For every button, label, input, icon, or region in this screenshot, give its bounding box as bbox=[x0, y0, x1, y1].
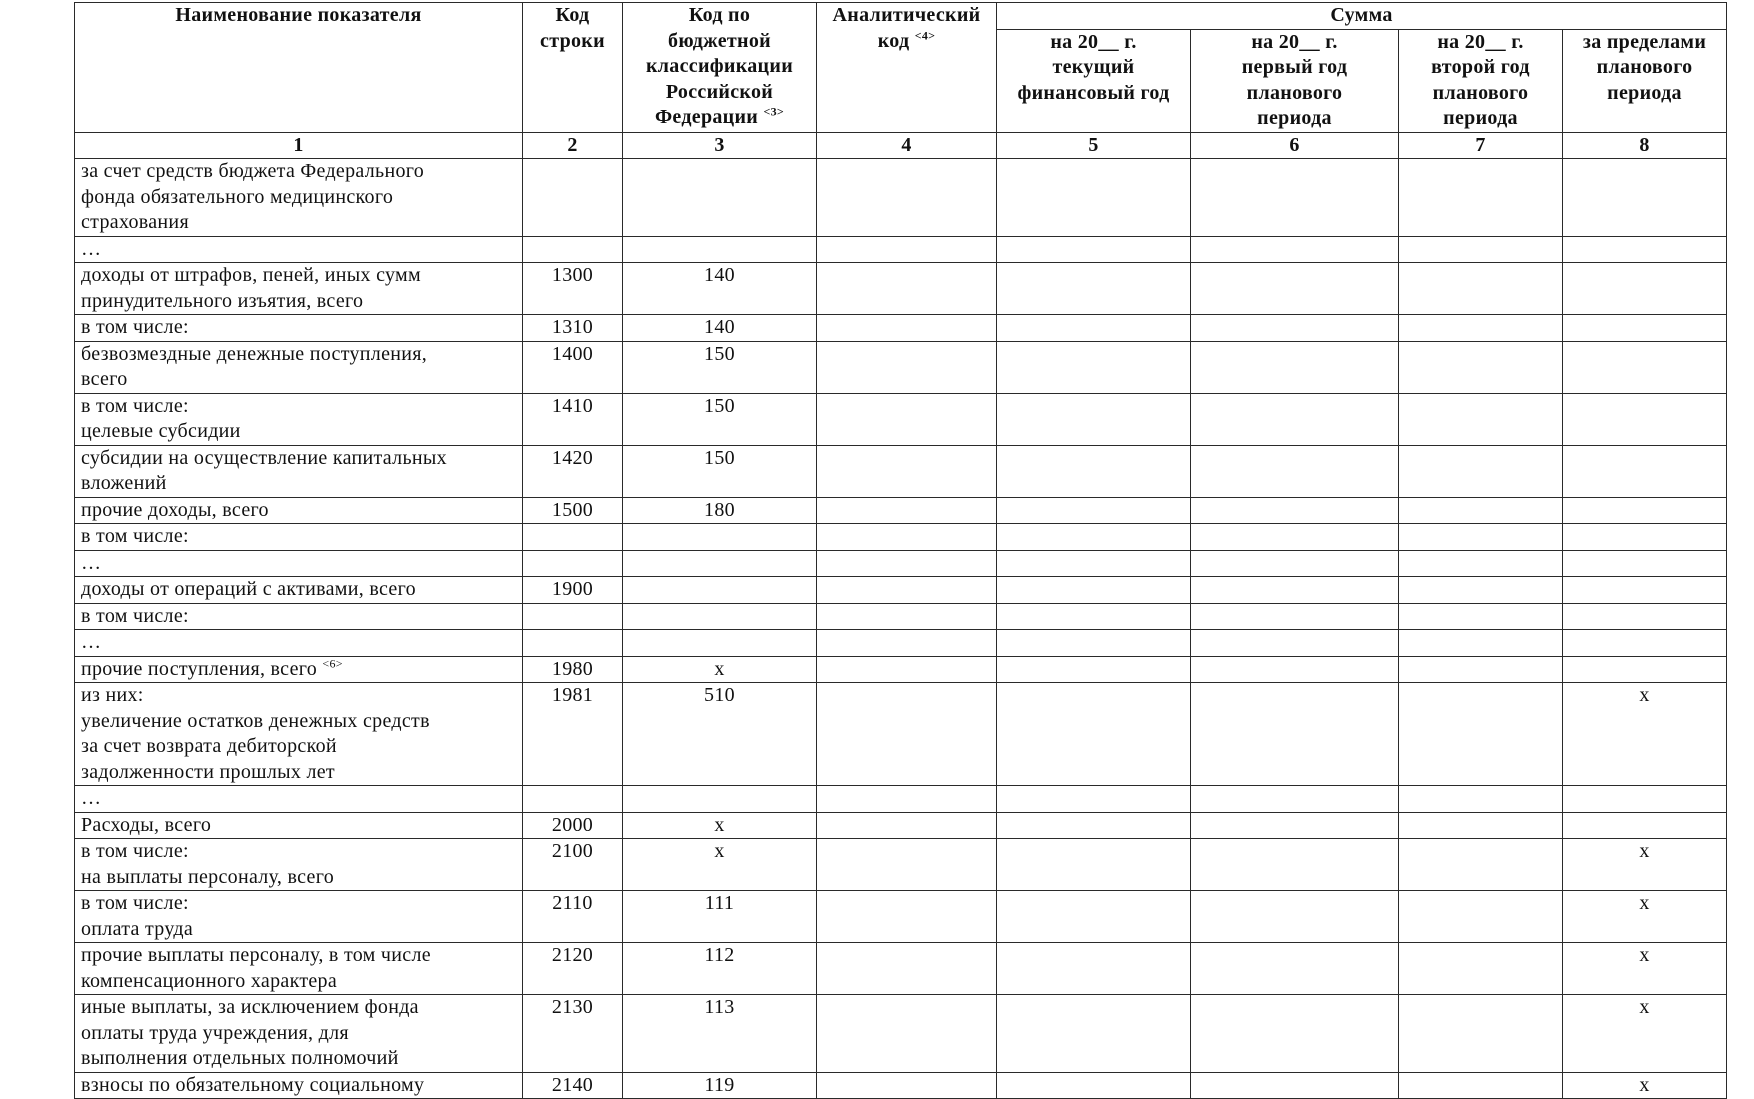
beyond-plan-period-cell bbox=[1563, 263, 1727, 315]
first-plan-year-cell bbox=[1191, 656, 1399, 683]
header-second-plan-year-text-3: планового bbox=[1432, 81, 1529, 104]
indicator-name-line: прочие поступления, всего bbox=[81, 657, 318, 680]
table-row bbox=[75, 315, 1727, 342]
first-plan-year-cell bbox=[1191, 683, 1399, 786]
budget-code-cell bbox=[623, 630, 817, 657]
indicator-name-line: … bbox=[81, 631, 102, 653]
indicator-name-line: в том числе: bbox=[81, 316, 189, 338]
current-year-cell bbox=[997, 603, 1191, 630]
current-year-cell bbox=[997, 315, 1191, 342]
line-code-cell: 1980 bbox=[523, 656, 623, 683]
first-plan-year-cell bbox=[1191, 524, 1399, 551]
current-year-cell bbox=[997, 683, 1191, 786]
table-row bbox=[75, 341, 1727, 393]
table-row bbox=[75, 550, 1727, 577]
indicator-name-line: доходы от штрафов, пеней, иных сумм bbox=[81, 264, 421, 286]
second-plan-year-cell bbox=[1399, 1072, 1563, 1099]
indicator-name-cell bbox=[75, 159, 523, 237]
table-row bbox=[75, 236, 1727, 263]
beyond-plan-period-cell bbox=[1563, 497, 1727, 524]
second-plan-year-cell bbox=[1399, 263, 1563, 315]
first-plan-year-cell bbox=[1191, 943, 1399, 995]
column-number-8: 8 bbox=[1563, 132, 1727, 159]
header-first-plan-year bbox=[1191, 29, 1399, 132]
indicator-name-line: оплаты труда учреждения, для bbox=[81, 1021, 349, 1044]
first-plan-year-cell bbox=[1191, 445, 1399, 497]
beyond-plan-period-cell: x bbox=[1563, 683, 1727, 786]
indicator-name-line: принудительного изъятия, всего bbox=[81, 289, 364, 312]
first-plan-year-cell bbox=[1191, 603, 1399, 630]
indicator-name-line: иные выплаты, за исключением фонда bbox=[81, 996, 419, 1018]
table-body bbox=[75, 159, 1727, 1099]
analytic-code-cell bbox=[817, 315, 997, 342]
indicator-name-line: в том числе: bbox=[81, 394, 189, 417]
table-row bbox=[75, 603, 1727, 630]
header-indicator-name bbox=[75, 3, 523, 133]
header-beyond-plan-period-text-3: периода bbox=[1607, 81, 1682, 104]
line-code-cell: 1981 bbox=[523, 683, 623, 786]
indicator-name-line: целевые субсидии bbox=[81, 420, 241, 442]
analytic-code-cell bbox=[817, 995, 997, 1073]
first-plan-year-cell bbox=[1191, 891, 1399, 943]
budget-code-cell: 180 bbox=[623, 497, 817, 524]
budget-code-cell: x bbox=[623, 812, 817, 839]
second-plan-year-cell bbox=[1399, 524, 1563, 551]
beyond-plan-period-cell bbox=[1563, 812, 1727, 839]
budget-code-cell: 112 bbox=[623, 943, 817, 995]
indicator-name-line: увеличение остатков денежных средств bbox=[81, 709, 430, 732]
header-second-plan-year-text-2: второй год bbox=[1431, 56, 1530, 78]
header-first-plan-year-text-4: периода bbox=[1257, 107, 1332, 129]
beyond-plan-period-cell bbox=[1563, 656, 1727, 683]
first-plan-year-cell bbox=[1191, 497, 1399, 524]
indicator-name-cell bbox=[75, 786, 523, 813]
indicator-name-cell bbox=[75, 341, 523, 393]
line-code-cell: 2000 bbox=[523, 812, 623, 839]
budget-code-cell: 140 bbox=[623, 263, 817, 315]
indicator-name-line: в том числе: bbox=[81, 892, 189, 914]
analytic-code-cell bbox=[817, 603, 997, 630]
first-plan-year-cell bbox=[1191, 995, 1399, 1073]
indicator-name-line: компенсационного характера bbox=[81, 969, 338, 992]
beyond-plan-period-cell: x bbox=[1563, 1072, 1727, 1099]
current-year-cell bbox=[997, 1072, 1191, 1099]
line-code-cell: 1900 bbox=[523, 577, 623, 604]
current-year-cell bbox=[997, 812, 1191, 839]
header-bk-text-3: классификации bbox=[645, 55, 794, 77]
column-number-6: 6 bbox=[1191, 132, 1399, 159]
beyond-plan-period-cell bbox=[1563, 236, 1727, 263]
budget-code-cell: 140 bbox=[623, 315, 817, 342]
column-number-2: 2 bbox=[523, 132, 623, 159]
indicator-name-line: Расходы, всего bbox=[81, 813, 212, 836]
second-plan-year-cell bbox=[1399, 236, 1563, 263]
analytic-code-cell bbox=[817, 159, 997, 237]
budget-code-cell bbox=[623, 236, 817, 263]
table-row bbox=[75, 943, 1727, 995]
indicator-name-line: в том числе: bbox=[81, 525, 189, 547]
table-row bbox=[75, 812, 1727, 839]
budget-code-cell: 150 bbox=[623, 341, 817, 393]
beyond-plan-period-cell bbox=[1563, 445, 1727, 497]
indicator-name-cell bbox=[75, 263, 523, 315]
current-year-cell bbox=[997, 393, 1191, 445]
line-code-cell: 1300 bbox=[523, 263, 623, 315]
header-second-plan-year-text-1: на 20__ г. bbox=[1437, 30, 1524, 53]
budget-code-cell: 113 bbox=[623, 995, 817, 1073]
beyond-plan-period-cell bbox=[1563, 159, 1727, 237]
beyond-plan-period-cell bbox=[1563, 577, 1727, 604]
budget-code-cell: 150 bbox=[623, 393, 817, 445]
table-row bbox=[75, 263, 1727, 315]
indicator-name-line: безвозмездные денежные поступления, bbox=[81, 342, 428, 365]
beyond-plan-period-cell bbox=[1563, 630, 1727, 657]
header-row-1 bbox=[75, 3, 1727, 30]
current-year-cell bbox=[997, 630, 1191, 657]
header-analytic-code bbox=[817, 3, 997, 133]
first-plan-year-cell bbox=[1191, 236, 1399, 263]
header-sum bbox=[997, 3, 1727, 30]
second-plan-year-cell bbox=[1399, 603, 1563, 630]
second-plan-year-cell bbox=[1399, 812, 1563, 839]
current-year-cell bbox=[997, 550, 1191, 577]
form-page bbox=[74, 2, 1726, 1099]
beyond-plan-period-cell bbox=[1563, 786, 1727, 813]
analytic-code-cell bbox=[817, 812, 997, 839]
current-year-cell bbox=[997, 786, 1191, 813]
second-plan-year-cell bbox=[1399, 656, 1563, 683]
line-code-cell bbox=[523, 603, 623, 630]
second-plan-year-cell bbox=[1399, 445, 1563, 497]
second-plan-year-cell bbox=[1399, 683, 1563, 786]
indicator-name-line: выполнения отдельных полномочий bbox=[81, 1047, 399, 1069]
header-current-year-text-3: финансовый год bbox=[1017, 81, 1170, 104]
budget-code-cell: x bbox=[623, 656, 817, 683]
second-plan-year-cell bbox=[1399, 393, 1563, 445]
table-row bbox=[75, 839, 1727, 891]
footnote-3-marker: <3> bbox=[763, 104, 785, 119]
column-number-row bbox=[75, 132, 1727, 159]
indicator-name-line: оплата труда bbox=[81, 917, 194, 940]
header-second-plan-year-text-4: периода bbox=[1443, 107, 1518, 129]
indicator-name-line: страхования bbox=[81, 211, 189, 233]
indicator-name-cell bbox=[75, 812, 523, 839]
footnote-4-marker: <4> bbox=[914, 27, 936, 42]
header-line-code-text-2: строки bbox=[540, 29, 605, 52]
indicator-name-line: доходы от операций с активами, всего bbox=[81, 578, 416, 600]
indicator-name-cell bbox=[75, 839, 523, 891]
indicator-name-line: взносы по обязательному социальному bbox=[81, 1073, 425, 1096]
line-code-cell: 2130 bbox=[523, 995, 623, 1073]
beyond-plan-period-cell bbox=[1563, 603, 1727, 630]
second-plan-year-cell bbox=[1399, 786, 1563, 813]
indicator-name-cell bbox=[75, 891, 523, 943]
current-year-cell bbox=[997, 656, 1191, 683]
table-row bbox=[75, 1072, 1727, 1099]
header-first-plan-year-text-2: первый год bbox=[1241, 56, 1348, 78]
indicator-name-cell bbox=[75, 497, 523, 524]
analytic-code-cell bbox=[817, 943, 997, 995]
line-code-cell bbox=[523, 786, 623, 813]
indicator-name-cell bbox=[75, 683, 523, 786]
table-row bbox=[75, 445, 1727, 497]
second-plan-year-cell bbox=[1399, 577, 1563, 604]
header-line-code-text-1: Код bbox=[555, 4, 590, 26]
header-indicator-name-text: Наименование показателя bbox=[175, 4, 422, 26]
header-budget-classification-code bbox=[623, 3, 817, 133]
analytic-code-cell bbox=[817, 445, 997, 497]
budget-code-cell bbox=[623, 159, 817, 237]
indicator-name-line: вложений bbox=[81, 472, 167, 494]
budget-code-cell bbox=[623, 577, 817, 604]
current-year-cell bbox=[997, 943, 1191, 995]
table-row bbox=[75, 995, 1727, 1073]
current-year-cell bbox=[997, 995, 1191, 1073]
financial-plan-table bbox=[74, 2, 1727, 1099]
header-line-code bbox=[523, 3, 623, 133]
second-plan-year-cell bbox=[1399, 315, 1563, 342]
column-number-3: 3 bbox=[623, 132, 817, 159]
first-plan-year-cell bbox=[1191, 315, 1399, 342]
first-plan-year-cell bbox=[1191, 577, 1399, 604]
line-code-cell: 2140 bbox=[523, 1072, 623, 1099]
header-current-year-text-1: на 20__ г. bbox=[1050, 30, 1137, 53]
first-plan-year-cell bbox=[1191, 550, 1399, 577]
line-code-cell: 1420 bbox=[523, 445, 623, 497]
header-first-plan-year-text-3: планового bbox=[1246, 81, 1343, 104]
table-row bbox=[75, 524, 1727, 551]
first-plan-year-cell bbox=[1191, 393, 1399, 445]
second-plan-year-cell bbox=[1399, 630, 1563, 657]
header-beyond-plan-period-text-1: за пределами bbox=[1582, 30, 1707, 53]
budget-code-cell bbox=[623, 603, 817, 630]
current-year-cell bbox=[997, 524, 1191, 551]
budget-code-cell bbox=[623, 524, 817, 551]
line-code-cell: 2120 bbox=[523, 943, 623, 995]
indicator-name-line: прочие доходы, всего bbox=[81, 498, 269, 521]
indicator-name-cell bbox=[75, 236, 523, 263]
line-code-cell bbox=[523, 550, 623, 577]
second-plan-year-cell bbox=[1399, 550, 1563, 577]
budget-code-cell: 111 bbox=[623, 891, 817, 943]
budget-code-cell bbox=[623, 786, 817, 813]
line-code-cell: 2110 bbox=[523, 891, 623, 943]
table-row bbox=[75, 577, 1727, 604]
table-row bbox=[75, 497, 1727, 524]
indicator-name-line: … bbox=[81, 237, 102, 260]
indicator-name-cell bbox=[75, 1072, 523, 1099]
indicator-name-line: из них: bbox=[81, 684, 144, 706]
indicator-name-cell bbox=[75, 943, 523, 995]
second-plan-year-cell bbox=[1399, 341, 1563, 393]
first-plan-year-cell bbox=[1191, 159, 1399, 237]
indicator-name-line: фонда обязательного медицинского bbox=[81, 185, 394, 208]
beyond-plan-period-cell: x bbox=[1563, 891, 1727, 943]
first-plan-year-cell bbox=[1191, 263, 1399, 315]
indicator-name-line: всего bbox=[81, 368, 128, 390]
indicator-name-cell bbox=[75, 393, 523, 445]
line-code-cell: 1410 bbox=[523, 393, 623, 445]
header-beyond-plan-period-text-2: планового bbox=[1596, 56, 1693, 78]
indicator-name-cell bbox=[75, 315, 523, 342]
analytic-code-cell bbox=[817, 683, 997, 786]
budget-code-cell: 150 bbox=[623, 445, 817, 497]
first-plan-year-cell bbox=[1191, 630, 1399, 657]
second-plan-year-cell bbox=[1399, 159, 1563, 237]
header-bk-text-2: бюджетной bbox=[668, 29, 771, 52]
current-year-cell bbox=[997, 497, 1191, 524]
beyond-plan-period-cell: x bbox=[1563, 839, 1727, 891]
indicator-name-cell bbox=[75, 445, 523, 497]
indicator-name-cell bbox=[75, 995, 523, 1073]
analytic-code-cell bbox=[817, 656, 997, 683]
column-number-4: 4 bbox=[817, 132, 997, 159]
beyond-plan-period-cell bbox=[1563, 524, 1727, 551]
header-analytic-text-2: код bbox=[877, 29, 910, 52]
line-code-cell: 1310 bbox=[523, 315, 623, 342]
analytic-code-cell bbox=[817, 839, 997, 891]
analytic-code-cell bbox=[817, 341, 997, 393]
table-row bbox=[75, 891, 1727, 943]
first-plan-year-cell bbox=[1191, 786, 1399, 813]
beyond-plan-period-cell bbox=[1563, 315, 1727, 342]
analytic-code-cell bbox=[817, 786, 997, 813]
beyond-plan-period-cell bbox=[1563, 341, 1727, 393]
header-beyond-plan-period bbox=[1563, 29, 1727, 132]
indicator-name-cell bbox=[75, 524, 523, 551]
line-code-cell bbox=[523, 159, 623, 237]
beyond-plan-period-cell bbox=[1563, 393, 1727, 445]
line-code-cell bbox=[523, 524, 623, 551]
table-row bbox=[75, 393, 1727, 445]
indicator-name-line: в том числе: bbox=[81, 840, 189, 862]
second-plan-year-cell bbox=[1399, 497, 1563, 524]
analytic-code-cell bbox=[817, 630, 997, 657]
indicator-name-line: задолженности прошлых лет bbox=[81, 760, 335, 783]
first-plan-year-cell bbox=[1191, 812, 1399, 839]
column-number-7: 7 bbox=[1399, 132, 1563, 159]
header-sum-text: Сумма bbox=[1330, 4, 1393, 26]
header-first-plan-year-text-1: на 20__ г. bbox=[1251, 30, 1338, 53]
analytic-code-cell bbox=[817, 497, 997, 524]
current-year-cell bbox=[997, 839, 1191, 891]
current-year-cell bbox=[997, 341, 1191, 393]
beyond-plan-period-cell bbox=[1563, 550, 1727, 577]
header-analytic-text-1: Аналитический bbox=[832, 4, 981, 26]
analytic-code-cell bbox=[817, 393, 997, 445]
current-year-cell bbox=[997, 236, 1191, 263]
indicator-name-line: … bbox=[81, 551, 102, 574]
budget-code-cell: x bbox=[623, 839, 817, 891]
budget-code-cell: 119 bbox=[623, 1072, 817, 1099]
indicator-name-cell bbox=[75, 630, 523, 657]
table-row bbox=[75, 786, 1727, 813]
header-second-plan-year bbox=[1399, 29, 1563, 132]
second-plan-year-cell bbox=[1399, 943, 1563, 995]
second-plan-year-cell bbox=[1399, 891, 1563, 943]
first-plan-year-cell bbox=[1191, 341, 1399, 393]
line-code-cell: 2100 bbox=[523, 839, 623, 891]
line-code-cell: 1400 bbox=[523, 341, 623, 393]
analytic-code-cell bbox=[817, 1072, 997, 1099]
current-year-cell bbox=[997, 891, 1191, 943]
analytic-code-cell bbox=[817, 891, 997, 943]
first-plan-year-cell bbox=[1191, 839, 1399, 891]
current-year-cell bbox=[997, 159, 1191, 237]
current-year-cell bbox=[997, 577, 1191, 604]
budget-code-cell bbox=[623, 550, 817, 577]
header-bk-text-4: Российской bbox=[665, 80, 774, 103]
table-row bbox=[75, 159, 1727, 237]
table-row bbox=[75, 683, 1727, 786]
table-row bbox=[75, 630, 1727, 657]
indicator-name-line: субсидии на осуществление капитальных bbox=[81, 446, 447, 469]
header-bk-text-5: Федерации bbox=[654, 106, 759, 128]
indicator-name-line: за счет средств бюджета Федерального bbox=[81, 160, 425, 182]
analytic-code-cell bbox=[817, 577, 997, 604]
second-plan-year-cell bbox=[1399, 995, 1563, 1073]
current-year-cell bbox=[997, 445, 1191, 497]
header-current-year bbox=[997, 29, 1191, 132]
indicator-name-line: за счет возврата дебиторской bbox=[81, 735, 337, 757]
analytic-code-cell bbox=[817, 524, 997, 551]
first-plan-year-cell bbox=[1191, 1072, 1399, 1099]
line-code-cell: 1500 bbox=[523, 497, 623, 524]
line-code-cell bbox=[523, 630, 623, 657]
header-bk-text-1: Код по bbox=[688, 4, 751, 26]
budget-code-cell: 510 bbox=[623, 683, 817, 786]
indicator-name-cell bbox=[75, 656, 523, 683]
beyond-plan-period-cell: x bbox=[1563, 995, 1727, 1073]
indicator-name-line: в том числе: bbox=[81, 604, 189, 627]
second-plan-year-cell bbox=[1399, 839, 1563, 891]
column-number-5: 5 bbox=[997, 132, 1191, 159]
current-year-cell bbox=[997, 263, 1191, 315]
indicator-name-line: на выплаты персоналу, всего bbox=[81, 865, 335, 888]
indicator-name-line: … bbox=[81, 787, 102, 809]
indicator-name-cell bbox=[75, 603, 523, 630]
indicator-name-line: прочие выплаты персоналу, в том числе bbox=[81, 944, 431, 966]
indicator-name-cell bbox=[75, 577, 523, 604]
analytic-code-cell bbox=[817, 263, 997, 315]
table-row bbox=[75, 656, 1727, 683]
analytic-code-cell bbox=[817, 236, 997, 263]
indicator-name-cell bbox=[75, 550, 523, 577]
beyond-plan-period-cell: x bbox=[1563, 943, 1727, 995]
analytic-code-cell bbox=[817, 550, 997, 577]
header-current-year-text-2: текущий bbox=[1052, 56, 1135, 78]
line-code-cell bbox=[523, 236, 623, 263]
column-number-1: 1 bbox=[75, 132, 523, 159]
footnote-6-marker: <6> bbox=[322, 655, 343, 670]
